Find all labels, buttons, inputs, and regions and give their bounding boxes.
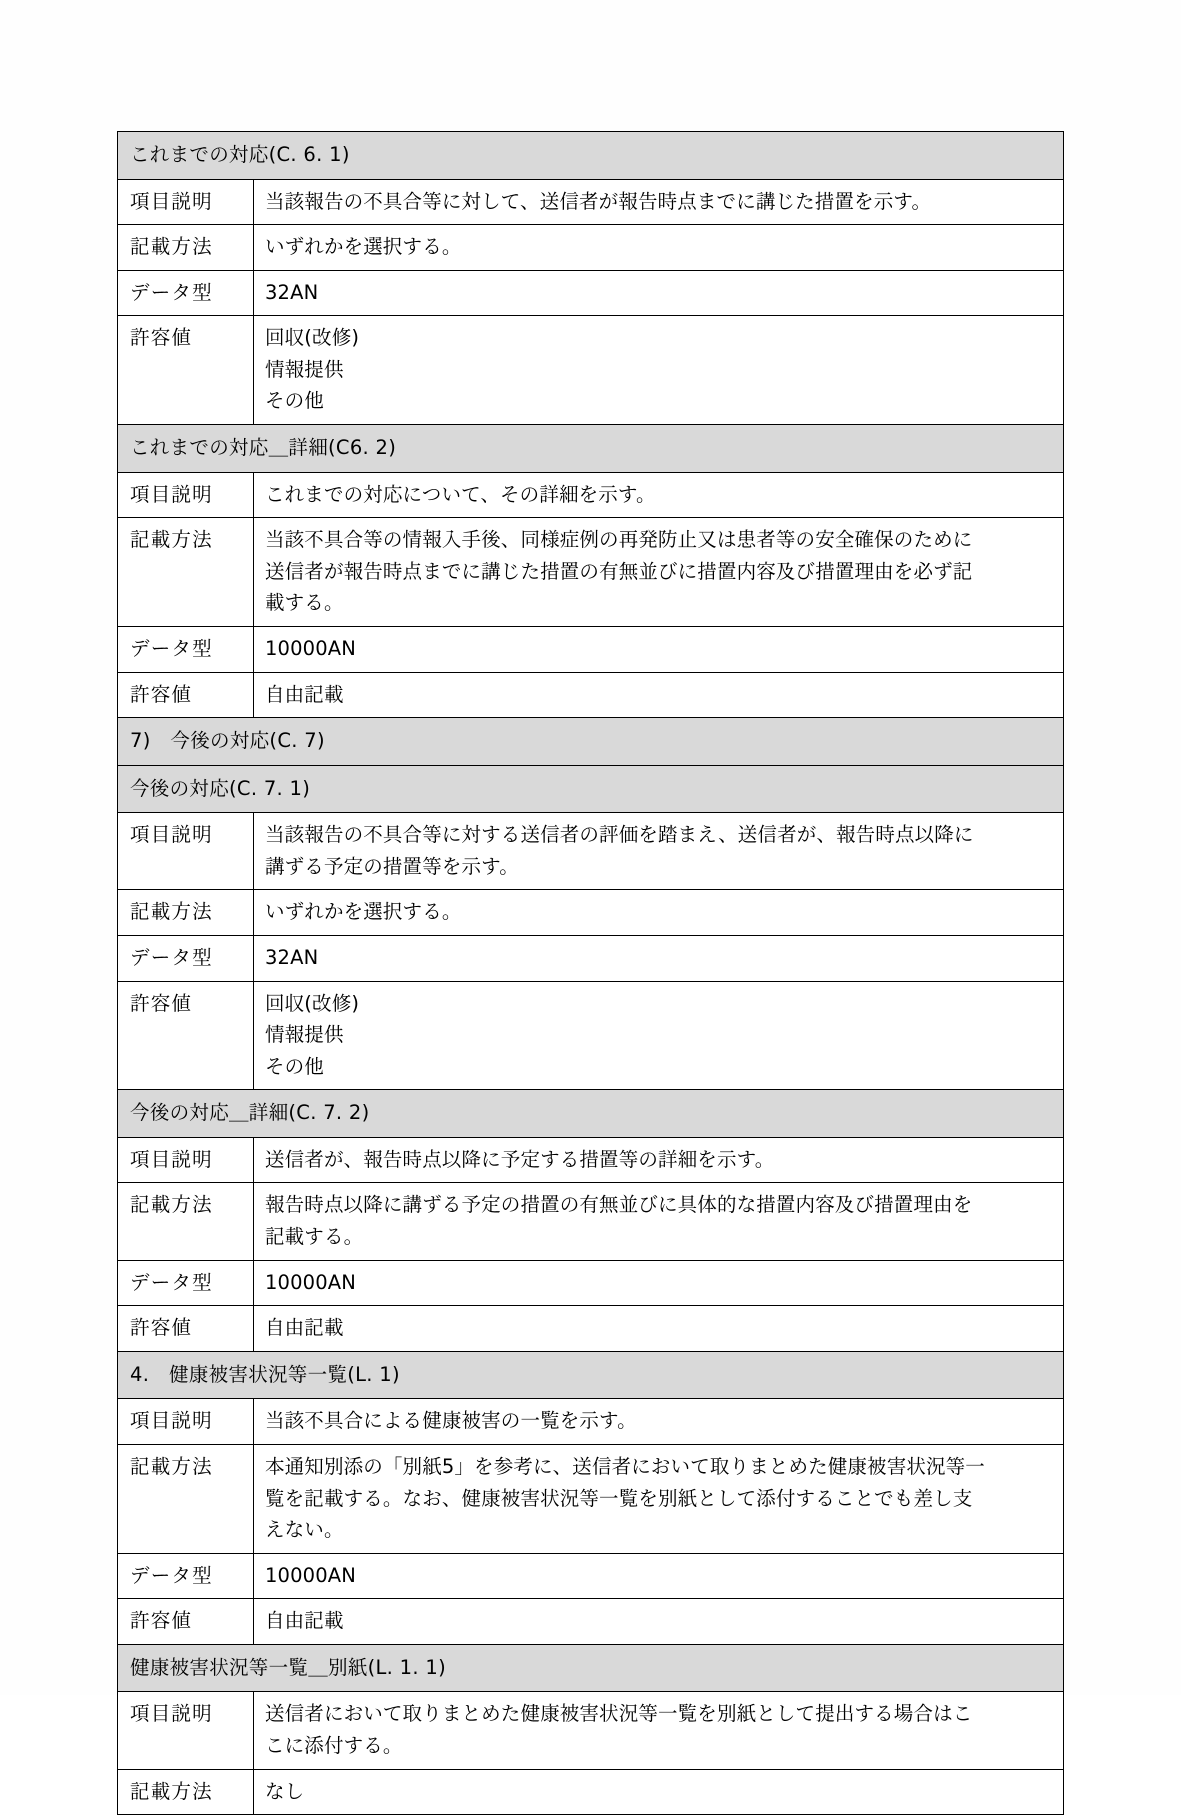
row-value — [254, 813, 1064, 890]
row-value — [254, 518, 1064, 627]
row-value — [254, 1769, 1064, 1815]
table-row — [118, 316, 1064, 425]
value-line: その他 — [265, 389, 324, 413]
table-row — [118, 518, 1064, 627]
value-line: 送信者が報告時点までに講じた措置の有無並びに措置内容及び措置理由を必ず記 — [265, 559, 973, 583]
row-label: 記載方法 — [118, 1444, 254, 1553]
row-label: 記載方法 — [118, 1183, 254, 1260]
value-line: 10000AN — [265, 1563, 357, 1587]
row-value — [254, 1599, 1064, 1645]
row-label: 許容値 — [118, 1306, 254, 1352]
value-line: 覧を記載する。なお、健康被害状況等一覧を別紙として添付することでも差し支 — [265, 1486, 973, 1510]
section-header-row — [118, 1644, 1064, 1692]
table-row — [118, 813, 1064, 890]
row-value — [254, 1444, 1064, 1553]
value-line: 32AN — [265, 945, 319, 969]
value-line: 32AN — [265, 280, 319, 304]
row-label: 許容値 — [118, 672, 254, 718]
value-line: その他 — [265, 1054, 324, 1078]
section-header-c6-2: これまでの対応＿詳細(C6. 2) — [118, 425, 1064, 473]
value-line: 当該報告の不具合等に対する送信者の評価を踏まえ、送信者が、報告時点以降に — [265, 823, 974, 847]
value-line: 記載する。 — [265, 1225, 364, 1249]
row-label: 項目説明 — [118, 813, 254, 890]
value-line: 当該不具合等の情報入手後、同様症例の再発防止又は患者等の安全確保のために — [265, 528, 973, 552]
row-value — [254, 1553, 1064, 1599]
section-header-row — [118, 765, 1064, 813]
section-header-c-6-1: これまでの対応(C. 6. 1) — [118, 132, 1064, 180]
row-label: データ型 — [118, 270, 254, 316]
value-line: これまでの対応について、その詳細を示す。 — [265, 482, 656, 506]
row-value — [254, 270, 1064, 316]
row-value — [254, 1306, 1064, 1352]
row-label: データ型 — [118, 626, 254, 672]
section-header-row — [118, 1351, 1064, 1399]
row-value — [254, 1692, 1064, 1769]
row-value — [254, 1137, 1064, 1183]
row-value — [254, 626, 1064, 672]
value-line: 報告時点以降に講ずる予定の措置の有無並びに具体的な措置内容及び措置理由を — [265, 1193, 973, 1217]
value-line: 情報提供 — [265, 357, 344, 381]
value-line: 自由記載 — [265, 682, 344, 706]
section-header-l-1: 4. 健康被害状況等一覧(L. 1) — [118, 1351, 1064, 1399]
value-line: いずれかを選択する。 — [265, 900, 462, 924]
row-value — [254, 1399, 1064, 1445]
value-line: 情報提供 — [265, 1023, 344, 1047]
table-row — [118, 935, 1064, 981]
table-row — [118, 179, 1064, 225]
row-value — [254, 179, 1064, 225]
table-row — [118, 1137, 1064, 1183]
section-header-row — [118, 718, 1064, 766]
table-row — [118, 1260, 1064, 1306]
row-label: 記載方法 — [118, 518, 254, 627]
row-value — [254, 1183, 1064, 1260]
section-header-c-7: 7) 今後の対応(C. 7) — [118, 718, 1064, 766]
value-line: なし — [265, 1779, 305, 1803]
section-header-row — [118, 1090, 1064, 1138]
row-label: 許容値 — [118, 981, 254, 1090]
value-line: 当該不具合による健康被害の一覧を示す。 — [265, 1409, 637, 1433]
row-label: 記載方法 — [118, 1769, 254, 1815]
row-value — [254, 225, 1064, 271]
table-row — [118, 672, 1064, 718]
section-header-c-7-1: 今後の対応(C. 7. 1) — [118, 765, 1064, 813]
value-line: 本通知別添の「別紙5」を参考に、送信者において取りまとめた健康被害状況等一 — [265, 1454, 985, 1478]
value-line: 載する。 — [265, 591, 344, 615]
section-header-row — [118, 425, 1064, 473]
value-line: 自由記載 — [265, 1609, 344, 1633]
value-line: 当該報告の不具合等に対して、送信者が報告時点までに講じた措置を示す。 — [265, 189, 932, 213]
row-value — [254, 1260, 1064, 1306]
table-row — [118, 890, 1064, 936]
row-value — [254, 316, 1064, 425]
section-header-row — [118, 132, 1064, 180]
table-row — [118, 1444, 1064, 1553]
table-row — [118, 270, 1064, 316]
value-line: 自由記載 — [265, 1316, 344, 1340]
row-value — [254, 890, 1064, 936]
row-label: 項目説明 — [118, 1137, 254, 1183]
row-value — [254, 672, 1064, 718]
table-row — [118, 472, 1064, 518]
table-row — [118, 1553, 1064, 1599]
table-body — [118, 132, 1064, 1815]
row-value — [254, 935, 1064, 981]
table-row — [118, 1183, 1064, 1260]
value-line: 回収(改修) — [265, 991, 360, 1015]
row-value — [254, 472, 1064, 518]
row-label: 許容値 — [118, 316, 254, 425]
value-line: こに添付する。 — [265, 1733, 403, 1757]
section-header-c-7-2: 今後の対応＿詳細(C. 7. 2) — [118, 1090, 1064, 1138]
table-row — [118, 1692, 1064, 1769]
row-label: データ型 — [118, 935, 254, 981]
value-line: 送信者が、報告時点以降に予定する措置等の詳細を示す。 — [265, 1147, 775, 1171]
value-line: 10000AN — [265, 1270, 357, 1294]
row-label: 項目説明 — [118, 179, 254, 225]
table-row — [118, 1399, 1064, 1445]
row-label: 記載方法 — [118, 225, 254, 271]
value-line: えない。 — [265, 1518, 344, 1542]
value-line: いずれかを選択する。 — [265, 235, 462, 259]
section-header-l-1-1: 健康被害状況等一覧＿別紙(L. 1. 1) — [118, 1644, 1064, 1692]
specification-table — [117, 131, 1064, 1815]
row-label: 項目説明 — [118, 1399, 254, 1445]
row-label: 項目説明 — [118, 472, 254, 518]
value-line: 送信者において取りまとめた健康被害状況等一覧を別紙として提出する場合はこ — [265, 1702, 973, 1726]
table-row — [118, 981, 1064, 1090]
table-row — [118, 225, 1064, 271]
table-row — [118, 1599, 1064, 1645]
value-line: 10000AN — [265, 636, 357, 660]
table-row — [118, 1306, 1064, 1352]
row-value — [254, 981, 1064, 1090]
table-row — [118, 626, 1064, 672]
value-line: 回収(改修) — [265, 326, 360, 350]
value-line: 講ずる予定の措置等を示す。 — [265, 854, 519, 878]
row-label: データ型 — [118, 1553, 254, 1599]
row-label: 記載方法 — [118, 890, 254, 936]
row-label: 許容値 — [118, 1599, 254, 1645]
row-label: データ型 — [118, 1260, 254, 1306]
table-row — [118, 1769, 1064, 1815]
row-label: 項目説明 — [118, 1692, 254, 1769]
